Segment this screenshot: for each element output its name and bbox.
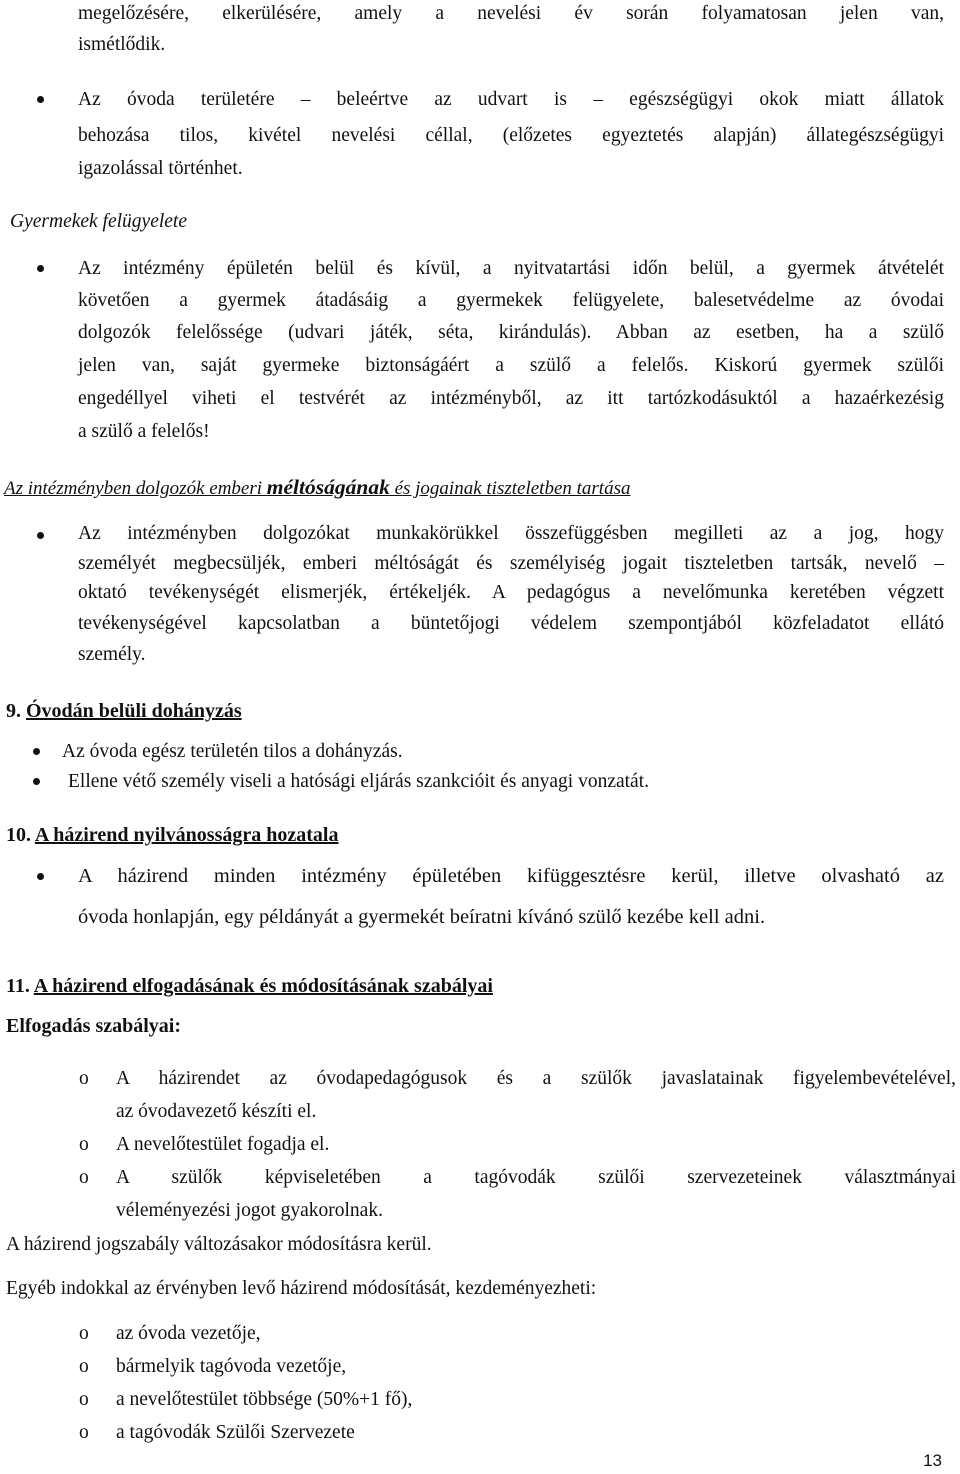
rule-item-2: A nevelőtestület fogadja el. bbox=[116, 1134, 330, 1155]
bullet-icon bbox=[37, 532, 44, 539]
circle-bullet-icon: o bbox=[79, 1068, 89, 1089]
supervision-line-5: engedéllyel viheti el testvérét az intézményből, az itt tartózkodásuktól a hazaérkezésig bbox=[78, 388, 944, 409]
bullet-icon bbox=[37, 873, 44, 880]
circle-bullet-icon: o bbox=[79, 1167, 89, 1188]
rule-item-1-line-1: A házirendet az óvodapedagógusok és a szülők javaslatainak figyelembevételével, bbox=[116, 1068, 956, 1089]
circle-bullet-icon: o bbox=[79, 1389, 89, 1410]
dignity-line-5: személy. bbox=[78, 644, 146, 665]
animals-line-2: behozása tilos, kivétel nevelési céllal, (előzetes egyeztetés alapján) állategészségügyi bbox=[78, 125, 944, 146]
circle-bullet-icon: o bbox=[79, 1323, 89, 1344]
rule-item-3-line-1: A szülők képviseletében a tagóvodák szülői szervezeteinek választmányai bbox=[116, 1167, 956, 1188]
supervision-heading: Gyermekek felügyelete bbox=[10, 211, 188, 232]
smoking-item-1: Az óvoda egész területén tilos a dohányzás. bbox=[62, 741, 403, 762]
supervision-line-1: Az intézmény épületén belül és kívül, a nyitvatartási időn belül, a gyermek átvételét bbox=[78, 258, 944, 279]
publicity-line-2: óvoda honlapján, egy példányát a gyermekét beíratni kívánó szülő kezébe kell adni. bbox=[78, 906, 766, 928]
circle-bullet-icon: o bbox=[79, 1422, 89, 1443]
supervision-line-3: dolgozók felelőssége (udvari játék, séta, kirándulás). Abban az esetben, ha a szülő bbox=[78, 322, 944, 343]
dignity-line-4: tevékenységével kapcsolatban a büntetőjogi védelem szempontjából közfeladatot ellátó bbox=[78, 613, 944, 634]
intro-line-2: ismétlődik. bbox=[78, 34, 166, 55]
animals-line-1: Az óvoda területére – beleértve az udvart is – egészségügyi okok miatt állatok bbox=[78, 89, 944, 110]
smoking-item-2: Ellene vétő személy viseli a hatósági eljárás szankcióit és anyagi vonzatát. bbox=[68, 771, 649, 792]
initiator-2: bármelyik tagóvoda vezetője, bbox=[116, 1356, 347, 1377]
rule-item-3-line-2: véleményezési jogot gyakorolnak. bbox=[116, 1200, 383, 1221]
circle-bullet-icon: o bbox=[79, 1134, 89, 1155]
section-11-heading: 11. A házirend elfogadásának és módosításának szabályai bbox=[6, 975, 493, 997]
rule-item-1-line-2: az óvodavezető készíti el. bbox=[116, 1101, 317, 1122]
dignity-line-2: személyét megbecsüljék, emberi méltóságát és személyiség jogait tiszteletben tartsák, nevelő – bbox=[78, 553, 944, 574]
dignity-line-1: Az intézményben dolgozókat munkakörükkel összefüggésben megilleti az a jog, hogy bbox=[78, 523, 944, 544]
change-note: A házirend jogszabály változásakor módosításra kerül. bbox=[6, 1234, 432, 1255]
circle-bullet-icon: o bbox=[79, 1356, 89, 1377]
animals-line-3: igazolással történhet. bbox=[78, 158, 243, 179]
supervision-line-2: követően a gyermek átadásáig a gyermekek felügyelete, balesetvédelme az óvodai bbox=[78, 290, 944, 311]
initiator-1: az óvoda vezetője, bbox=[116, 1323, 261, 1344]
initiator-3: a nevelőtestület többsége (50%+1 fő), bbox=[116, 1389, 413, 1410]
bullet-icon bbox=[33, 748, 40, 755]
supervision-line-6: a szülő a felelős! bbox=[78, 421, 210, 442]
intro-line-1: megelőzésére, elkerülésére, amely a nevelési év során folyamatosan jelen van, bbox=[78, 3, 944, 24]
section-10-heading: 10. A házirend nyilvánosságra hozatala bbox=[6, 824, 339, 846]
page-number: 13 bbox=[923, 1451, 942, 1470]
bullet-icon bbox=[37, 265, 44, 272]
other-reasons: Egyéb indokkal az érvényben levő házirend módosítását, kezdeményezheti: bbox=[6, 1278, 597, 1299]
section-9-heading: 9. Óvodán belüli dohányzás bbox=[6, 700, 242, 722]
bullet-icon bbox=[37, 96, 44, 103]
publicity-line-1: A házirend minden intézmény épületében kifüggesztésre kerül, illetve olvasható az bbox=[78, 865, 944, 887]
dignity-heading: Az intézményben dolgozók emberi méltóságának és jogainak tiszteletben tartása bbox=[4, 475, 631, 499]
supervision-line-4: jelen van, saját gyermeke biztonságáért a szülő a felelős. Kiskorú gyermek szülői bbox=[78, 355, 944, 376]
dignity-line-3: oktató tevékenységét elismerjék, értékeljék. A pedagógus a nevelőmunka keretében végzett bbox=[78, 582, 944, 603]
bullet-icon bbox=[33, 778, 40, 785]
initiator-4: a tagóvodák Szülői Szervezete bbox=[116, 1422, 355, 1443]
acceptance-subheading: Elfogadás szabályai: bbox=[6, 1015, 182, 1037]
